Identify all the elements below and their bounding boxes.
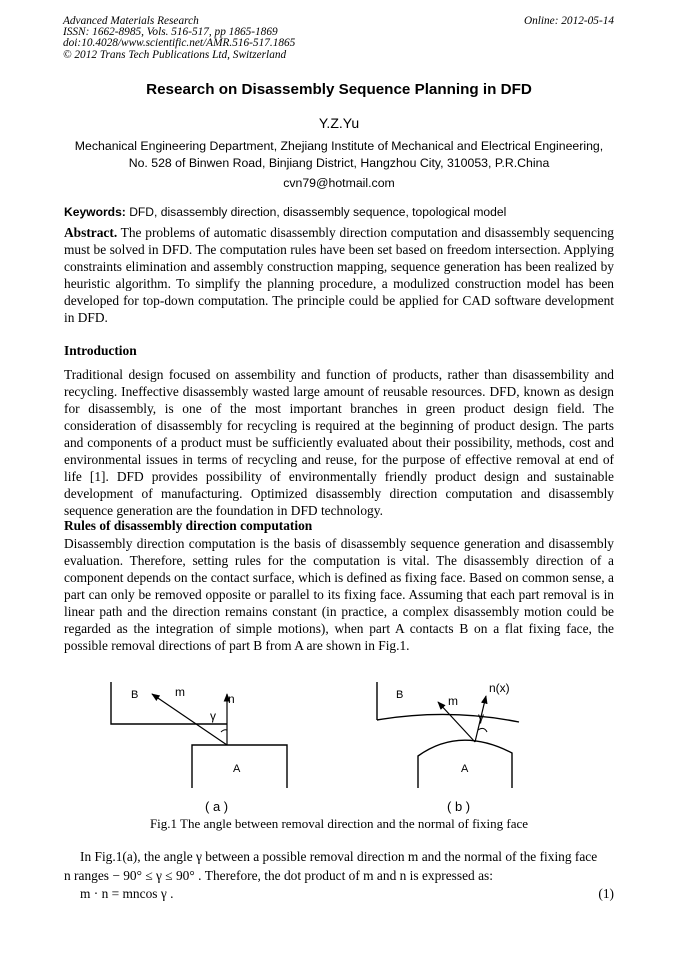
affiliation-line-2: No. 528 of Binwen Road, Binjiang District, Hangzhou City, 310053, P.R.China — [128, 156, 550, 170]
removal-vector-m-b — [438, 702, 475, 742]
subfigure-label-a: ( a ) — [205, 799, 229, 814]
label-a-a: A — [233, 763, 241, 775]
issn-line: ISSN: 1662-8985, Vols. 516-517, pp 1865-1869 — [63, 26, 278, 38]
author-email: cvn79@hotmail.com — [283, 176, 395, 190]
affiliation — [40, 138, 638, 172]
rules-text: Disassembly direction computation is the basis of disassembly sequence generation and disassembly evaluation. Therefore, setting rules for the computation is vital. The disassembly direction of a component depends on the contact surface, which is defined as fixing face. Based on common sense, a part can only be removed opposite or parallel to its fixing face. Assuming that each part removal is in linear path and the direction remains constant (in practice, a complex disassembly motion could be regarded as the integration of simple motions), when part A contacts B on a flat fixing face, the possible removal directions of part B from A are shown in Fig.1. — [64, 536, 614, 653]
paper-title: Research on Disassembly Sequence Planning in DFD — [146, 81, 532, 98]
abstract-label: Abstract. — [64, 225, 118, 240]
label-n-a: n — [228, 692, 235, 706]
subfigure-label-b: ( b ) — [447, 799, 471, 814]
label-m-b: m — [448, 694, 458, 708]
affiliation-line-1: Mechanical Engineering Department, Zhejiang Institute of Mechanical and Electrical Engineering, — [74, 139, 604, 153]
keywords-label: Keywords: — [64, 205, 126, 219]
figure-caption: Fig.1 The angle between removal direction and the normal of fixing face — [149, 816, 529, 831]
figure-1 — [0, 660, 678, 820]
online-date: Online: 2012-05-14 — [523, 15, 614, 27]
author: Y.Z.Yu — [318, 115, 360, 131]
label-a-b: A — [461, 763, 469, 775]
label-m-a: m — [175, 685, 185, 699]
body-line-1: In Fig.1(a), the angle γ between a possible removal direction m and the normal of the fixing face — [80, 849, 598, 864]
rules-heading: Rules of disassembly direction computation — [64, 518, 313, 533]
journal-name: Advanced Materials Research — [63, 15, 199, 27]
equation-1: m · n = mncos γ . — [80, 886, 174, 901]
copyright-line: © 2012 Trans Tech Publications Ltd, Switzerland — [63, 49, 287, 61]
introduction-text: Traditional design focused on assembility and function of products, rather than disassembility and recycling. Ineffective disassembly wasted large amount of reusable resources. DFD, known as design for disassembly, is one of the most important branches in green product design field. The consideration of disassembly for recycling is required at the beginning of product design. The parts and components of a product must be sufficiently evaluated about their possibility, methods, cost and environmental issues in terms of recycling and reuse, for the purpose of effective removal at end of life [1]. DFD provides possibility of environmentally friendly product design and sustainable development of manufacturing. Optimized disassembly direction computation and disassembly sequence generation are the foundation in DFD technology. — [64, 367, 614, 518]
introduction-heading: Introduction — [64, 343, 137, 358]
equation-number: (1) — [598, 886, 614, 901]
abstract-text: The problems of automatic disassembly direction computation and disassembly sequencing must be solved in DFD. The computation rules have been set based on freedom intersection. Applying constraints elimination and assembly construction mapping, sequence generation has been realized by heuristic algorithm. To simplify the planning procedure, a modulized construction model has been developed for top-down computation. The principle could be applied for CAD software development in DFD. — [64, 225, 614, 325]
keywords — [64, 205, 506, 219]
body-line-2: n ranges − 90° ≤ γ ≤ 90° . Therefore, the dot product of m and n is expressed as: — [64, 868, 493, 883]
keywords-text: DFD, disassembly direction, disassembly sequence, topological model — [125, 205, 507, 219]
angle-arc-a — [221, 730, 227, 732]
label-gamma-b: γ — [478, 710, 484, 724]
label-gamma-a: γ — [210, 709, 216, 723]
angle-arc-b — [478, 728, 487, 732]
label-nx-b: n(x) — [489, 681, 510, 695]
label-b-b: B — [396, 689, 404, 701]
abstract — [64, 224, 614, 326]
doi-line: doi:10.4028/www.scientific.net/AMR.516-517.1865 — [63, 37, 296, 49]
part-b-curve-b — [377, 714, 519, 722]
label-b-a: B — [131, 689, 139, 701]
